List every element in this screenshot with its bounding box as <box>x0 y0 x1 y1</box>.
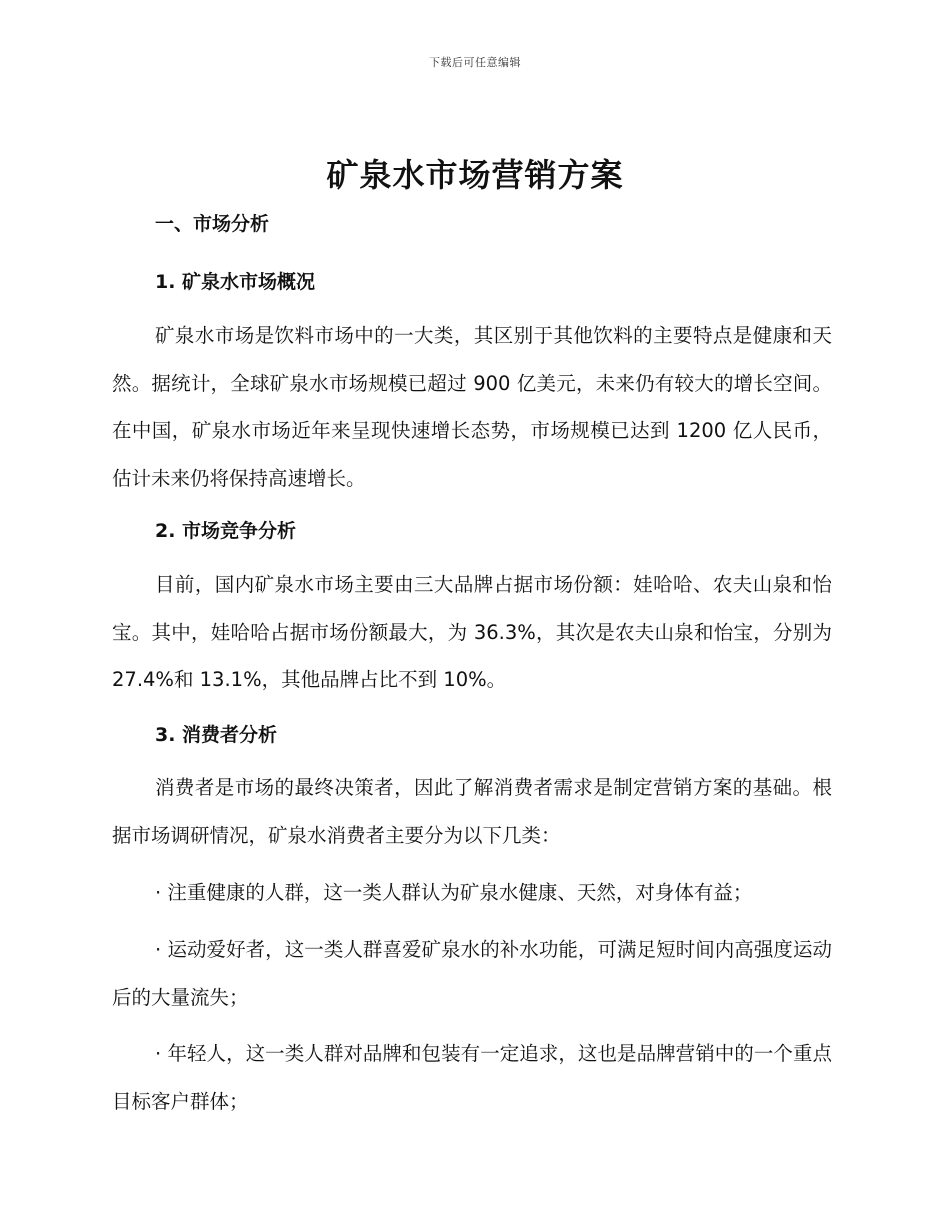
subheading-competition-analysis: 2. 市场竞争分析 <box>155 520 297 542</box>
document-title: 矿泉水市场营销方案 <box>326 156 624 194</box>
section-heading-market-analysis: 一、市场分析 <box>155 213 270 235</box>
bullet-item-health: · 注重健康的人群，这一类人群认为矿泉水健康、天然，对身体有益； <box>155 881 753 904</box>
subheading-market-overview: 1. 矿泉水市场概况 <box>155 271 316 293</box>
paragraph-consumer-analysis: 消费者是市场的最终决策者，因此了解消费者需求是制定营销方案的基础。根据市场调研情况，矿泉水消费者主要分为以下几类： <box>112 776 832 847</box>
header-note: 下载后可任意编辑 <box>429 56 521 69</box>
subheading-consumer-analysis: 3. 消费者分析 <box>155 724 278 746</box>
paragraph-competition-analysis: 目前，国内矿泉水市场主要由三大品牌占据市场份额：娃哈哈、农夫山泉和怡宝。其中，娃哈哈占据市场份额最大，为 36.3%，其次是农夫山泉和怡宝，分别为 27.4%和 13.1%，其他品牌占比不到 10%。 <box>112 573 832 691</box>
bullet-item-young-people: · 年轻人，这一类人群对品牌和包装有一定追求，这也是品牌营销中的一个重点目标客户群体； <box>112 1042 832 1113</box>
bullet-item-sports: · 运动爱好者，这一类人群喜爱矿泉水的补水功能，可满足短时间内高强度运动后的大量流失； <box>112 938 832 1009</box>
paragraph-market-overview: 矿泉水市场是饮料市场中的一大类，其区别于其他饮料的主要特点是健康和天然。据统计，全球矿泉水市场规模已超过 900 亿美元，未来仍有较大的增长空间。在中国，矿泉水市场近年来呈现快速增长态势，市场规模已达到 1200 亿人民币，估计未来仍将保持高速增长。 <box>112 324 832 490</box>
